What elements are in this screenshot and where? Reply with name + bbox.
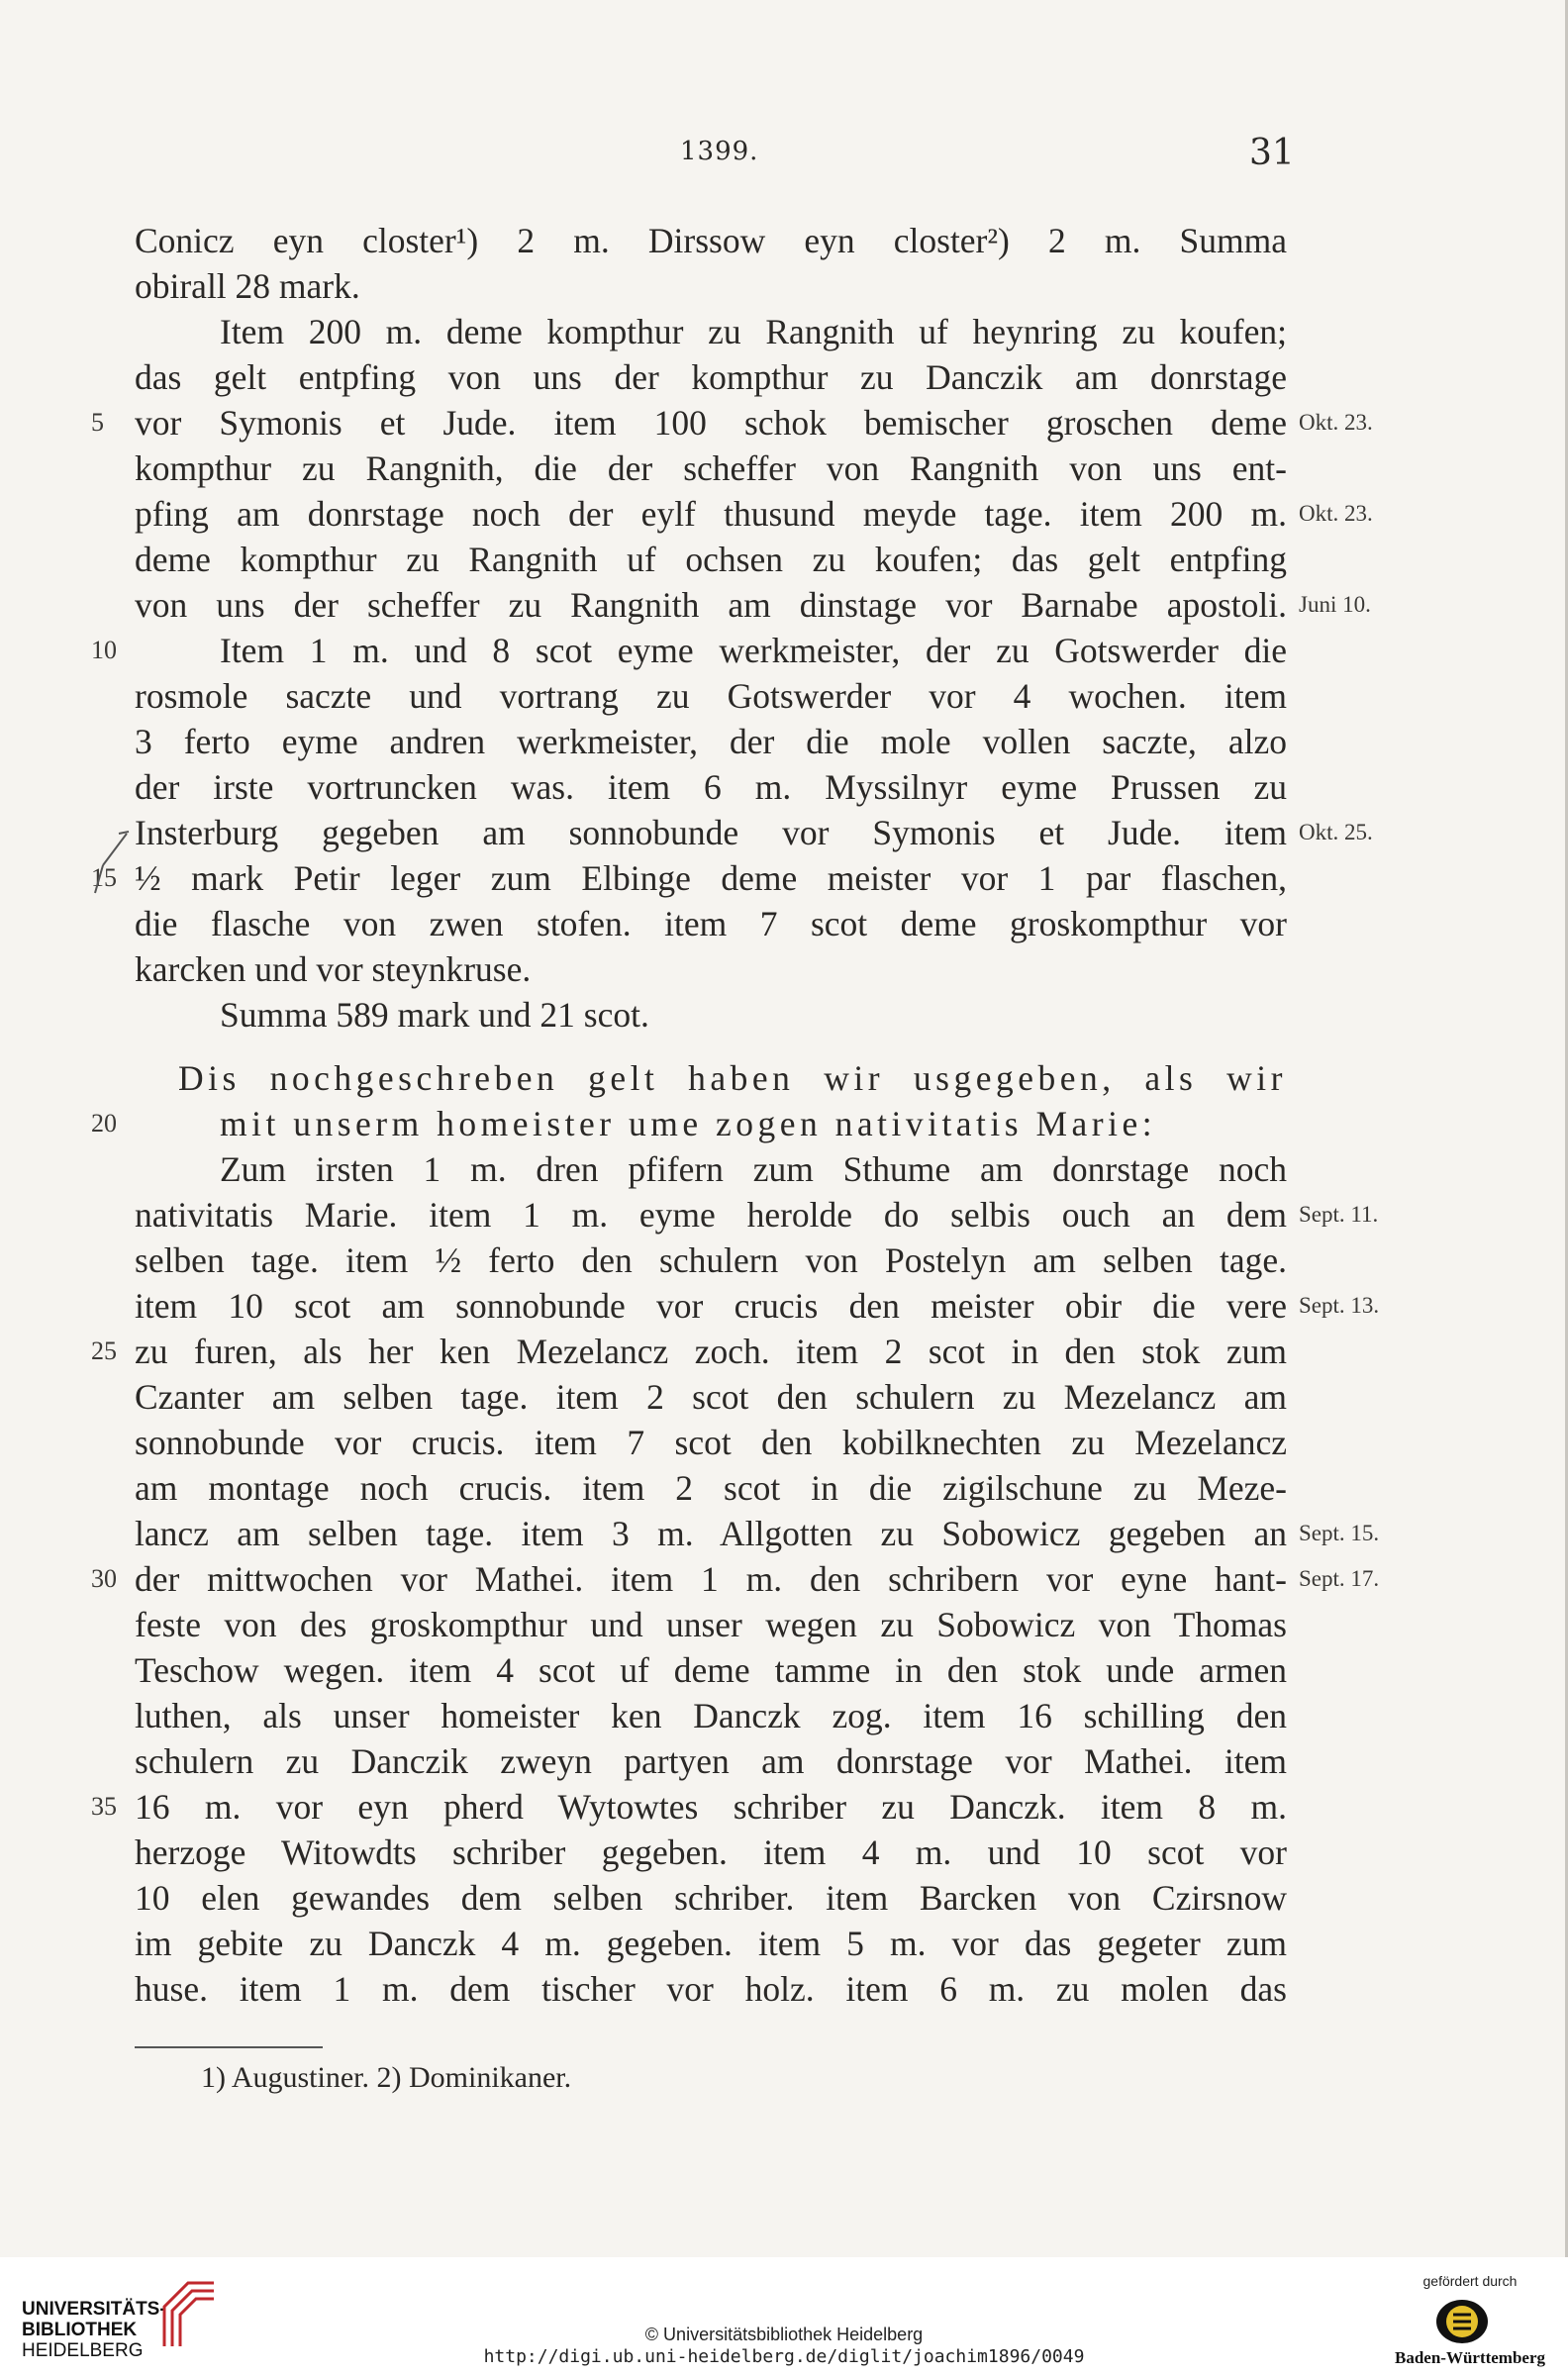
text-line: Zum irsten 1 m. dren pfifern zum Sthume am donrstage noch bbox=[220, 1149, 1287, 1189]
text-line: schulern zu Danczik zweyn partyen am donrstage vor Mathei. item bbox=[135, 1741, 1287, 1781]
text-line: selben tage. item ½ ferto den schulern von Postelyn am selben tage. bbox=[135, 1240, 1287, 1280]
footnote: 1) Augustiner. 2) Dominikaner. bbox=[201, 2061, 572, 2094]
margin-date: Sept. 13. bbox=[1299, 1293, 1380, 1318]
text-line: das gelt entpfing von uns der kompthur zu Danczik am donrstage bbox=[135, 357, 1287, 397]
text-line: zu furen, als her ken Mezelancz zoch. item 2 scot in den stok zum bbox=[135, 1332, 1287, 1371]
sponsor-name[interactable]: Baden-Württemberg bbox=[1394, 2348, 1546, 2367]
text-line: Czanter am selben tage. item 2 scot den schulern zu Mezelancz am bbox=[135, 1377, 1287, 1417]
text-line: sonnobunde vor crucis. item 7 scot den kobilknechten zu Mezelancz bbox=[135, 1423, 1287, 1462]
line-number: 5 bbox=[91, 408, 104, 437]
text-line: obirall 28 mark. bbox=[135, 266, 360, 306]
footnote-rule bbox=[135, 2046, 323, 2048]
library-logo-line1: UNIVERSITÄTS- bbox=[22, 2299, 166, 2320]
text-line: der irste vortruncken was. item 6 m. Myssilnyr eyme Prussen zu bbox=[135, 767, 1287, 807]
text-line: 16 m. vor eyn pherd Wytowtes schriber zu Danczk. item 8 m. bbox=[135, 1787, 1287, 1827]
text-line: rosmole saczte und vortrang zu Gotswerder vor 4 wochen. item bbox=[135, 676, 1287, 716]
text-line: ½ mark Petir leger zum Elbinge deme meister vor 1 par flaschen, bbox=[135, 858, 1287, 898]
margin-date: Sept. 11. bbox=[1299, 1202, 1379, 1227]
sponsor-label: gefördert durch bbox=[1422, 2273, 1518, 2289]
margin-date: Sept. 15. bbox=[1299, 1521, 1380, 1545]
text-line: im gebite zu Danczk 4 m. gegeben. item 5 m. vor das gegeter zum bbox=[135, 1924, 1287, 1963]
permalink-url[interactable]: http://digi.ub.uni-heidelberg.de/diglit/joachim1896/0049 bbox=[483, 2346, 1085, 2367]
copyright-notice: © Universitätsbibliothek Heidelberg bbox=[644, 2325, 924, 2344]
margin-date: Okt. 25. bbox=[1299, 820, 1373, 844]
text-line: von uns der scheffer zu Rangnith am dinstage vor Barnabe apostoli. bbox=[135, 585, 1287, 625]
text-line: huse. item 1 m. dem tischer vor holz. item 6 m. zu molen das bbox=[135, 1969, 1287, 2009]
margin-date: Okt. 23. bbox=[1299, 410, 1373, 435]
line-number: 10 bbox=[91, 636, 117, 664]
library-logo-line2: BIBLIOTHEK bbox=[22, 2320, 138, 2340]
text-line: feste von des groskompthur und unser wegen zu Sobowicz von Thomas bbox=[135, 1605, 1287, 1644]
text-line: vor Symonis et Jude. item 100 schok bemischer groschen deme bbox=[135, 403, 1287, 443]
text-line: Insterburg gegeben am sonnobunde vor Symonis et Jude. item bbox=[135, 813, 1287, 852]
text-line: deme kompthur zu Rangnith uf ochsen zu koufen; das gelt entpfing bbox=[135, 540, 1287, 579]
margin-date: Juni 10. bbox=[1299, 592, 1371, 617]
text-line: kompthur zu Rangnith, die der scheffer von Rangnith von uns ent- bbox=[135, 448, 1287, 488]
text-line: Teschow wegen. item 4 scot uf deme tamme in den stok unde armen bbox=[135, 1650, 1287, 1690]
text-line: die flasche von zwen stofen. item 7 scot deme groskompthur vor bbox=[135, 904, 1287, 943]
line-number: 30 bbox=[91, 1564, 117, 1593]
text-line: der mittwochen vor Mathei. item 1 m. den schribern vor eyne hant- bbox=[135, 1559, 1287, 1599]
text-line: Summa 589 mark und 21 scot. bbox=[220, 995, 649, 1035]
page-number: 31 bbox=[1249, 133, 1295, 173]
text-line: Item 200 m. deme kompthur zu Rangnith uf heynring zu koufen; bbox=[220, 312, 1287, 351]
text-line: Conicz eyn closter¹) 2 m. Dirssow eyn closter²) 2 m. Summa bbox=[135, 221, 1287, 260]
running-header-year: 1399. bbox=[680, 137, 759, 166]
handwritten-pencil-mark bbox=[89, 820, 135, 899]
text-line: karcken und vor steynkruse. bbox=[135, 949, 532, 989]
text-line: Item 1 m. und 8 scot eyme werkmeister, der zu Gotswerder die bbox=[220, 631, 1287, 670]
margin-date: Okt. 23. bbox=[1299, 501, 1373, 526]
line-number: 15 bbox=[91, 863, 117, 892]
line-number: 20 bbox=[91, 1109, 117, 1138]
text-line: 3 ferto eyme andren werkmeister, der die mole vollen saczte, alzo bbox=[135, 722, 1287, 761]
text-line: herzoge Witowdts schriber gegeben. item 4 m. und 10 scot vor bbox=[135, 1832, 1287, 1872]
text-line: 10 elen gewandes dem selben schriber. item Barcken von Czirsnow bbox=[135, 1878, 1287, 1918]
state-coat-of-arms-icon bbox=[1433, 2297, 1491, 2346]
text-line: item 10 scot am sonnobunde vor crucis den meister obir die vere bbox=[135, 1286, 1287, 1326]
text-line: mit unserm homeister ume zogen nativitatis Marie: bbox=[220, 1104, 1157, 1143]
text-line: nativitatis Marie. item 1 m. eyme herolde do selbis ouch an dem bbox=[135, 1195, 1287, 1235]
text-line: am montage noch crucis. item 2 scot in die zigilschune zu Meze- bbox=[135, 1468, 1287, 1508]
library-logo-line3: HEIDELBERG bbox=[22, 2340, 144, 2361]
line-number: 25 bbox=[91, 1336, 117, 1365]
text-line: lancz am selben tage. item 3 m. Allgotten zu Sobowicz gegeben an bbox=[135, 1514, 1287, 1553]
text-line: luthen, als unser homeister ken Danczk zog. item 16 schilling den bbox=[135, 1696, 1287, 1735]
margin-date: Sept. 17. bbox=[1299, 1566, 1380, 1591]
text-line: pfing am donrstage noch der eylf thusund meyde tage. item 200 m. bbox=[135, 494, 1287, 534]
text-line: Dis nochgeschreben gelt haben wir usgegeben, als wir bbox=[178, 1058, 1287, 1098]
line-number: 35 bbox=[91, 1792, 117, 1821]
